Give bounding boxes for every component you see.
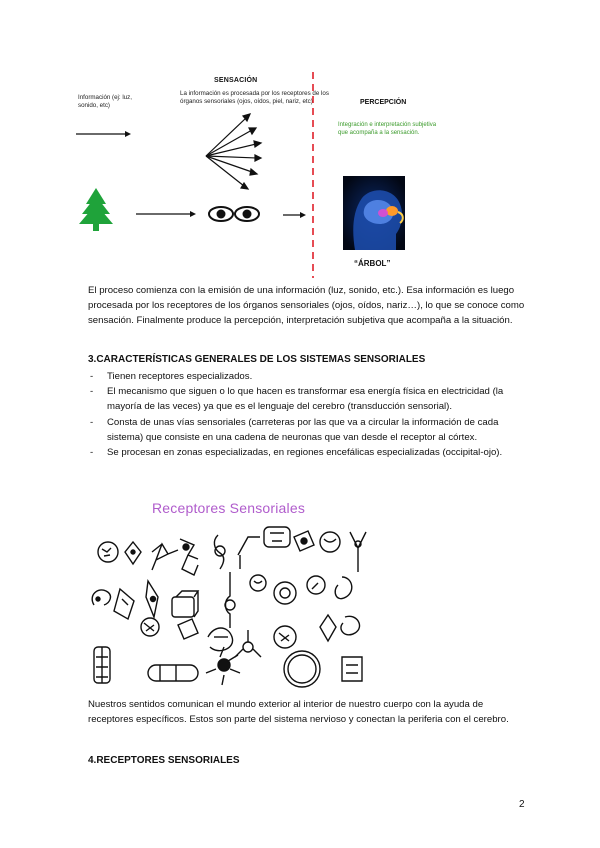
eyes-icon (209, 207, 259, 221)
result-label: “ÁRBOL” (354, 259, 391, 268)
tree-icon (79, 188, 113, 231)
diagram-graphics (0, 0, 600, 285)
intro-paragraph: El proceso comienza con la emisión de una información (luz, sonido, etc.). Esa información es luego procesada por los receptores de los órganos sensoriales (ojos, oídos, nariz…), lo que se conoce como sensación. Finalmente produce la percepción, interpretación subjetiva que acompaña a la situación. (88, 285, 525, 327)
list-item: - Se procesan en zonas especializadas, en regiones encefálicas especializadas (occipital-ojo). (90, 447, 503, 459)
sensation-perception-diagram (0, 0, 600, 285)
senses-paragraph: Nuestros sentidos comunican el mundo exterior al interior de nuestro cuerpo con la ayuda de receptores específicos. Estos son parte del sistema nervioso y conectan la periferia con el cerebro. (88, 699, 509, 726)
page-number: 2 (519, 799, 525, 810)
info-arrow-icon (76, 131, 131, 137)
sensation-fan-arrows-icon (206, 114, 261, 189)
sensation-text: La información es procesada por los receptores de los órganos sensoriales (ojos, oídos, piel, nariz, etc) (180, 90, 329, 105)
list-item: - El mecanismo que siguen o lo que hacen es transformar esa energía física en electricidad (la mayoría de las veces) ya que es el lenguaje del cerebro (transducción sensorial). (90, 386, 504, 413)
eyes-to-brain-arrow-icon (283, 212, 306, 218)
brain-head-icon (343, 176, 405, 250)
perception-text: Integración e interpretación subjetiva que acompaña a la sensación. (338, 122, 437, 136)
tree-to-eyes-arrow-icon (136, 211, 196, 217)
list-item: - Consta de unas vías sensoriales (carreteras por las que va a circular la información de cada sistema) que consiste en una cadena de neuronas que van desde el receptor al córtex. (90, 416, 499, 443)
receptors-figure-title: Receptores Sensoriales (152, 500, 306, 516)
perception-title: PERCEPCIÓN (360, 99, 407, 106)
section-4-heading: 4.RECEPTORES SENSORIALES (88, 755, 240, 766)
receptors-illustration (80, 497, 390, 697)
info-label: Información (ej: luz, sonido, etc) (78, 94, 132, 109)
list-item: - Tienen receptores especializados. (90, 371, 253, 382)
characteristics-list (90, 369, 526, 460)
section-3-heading: 3.CARACTERÍSTICAS GENERALES DE LOS SISTEMAS SENSORIALES (88, 354, 426, 365)
sensation-title: SENSACIÓN (214, 77, 258, 84)
